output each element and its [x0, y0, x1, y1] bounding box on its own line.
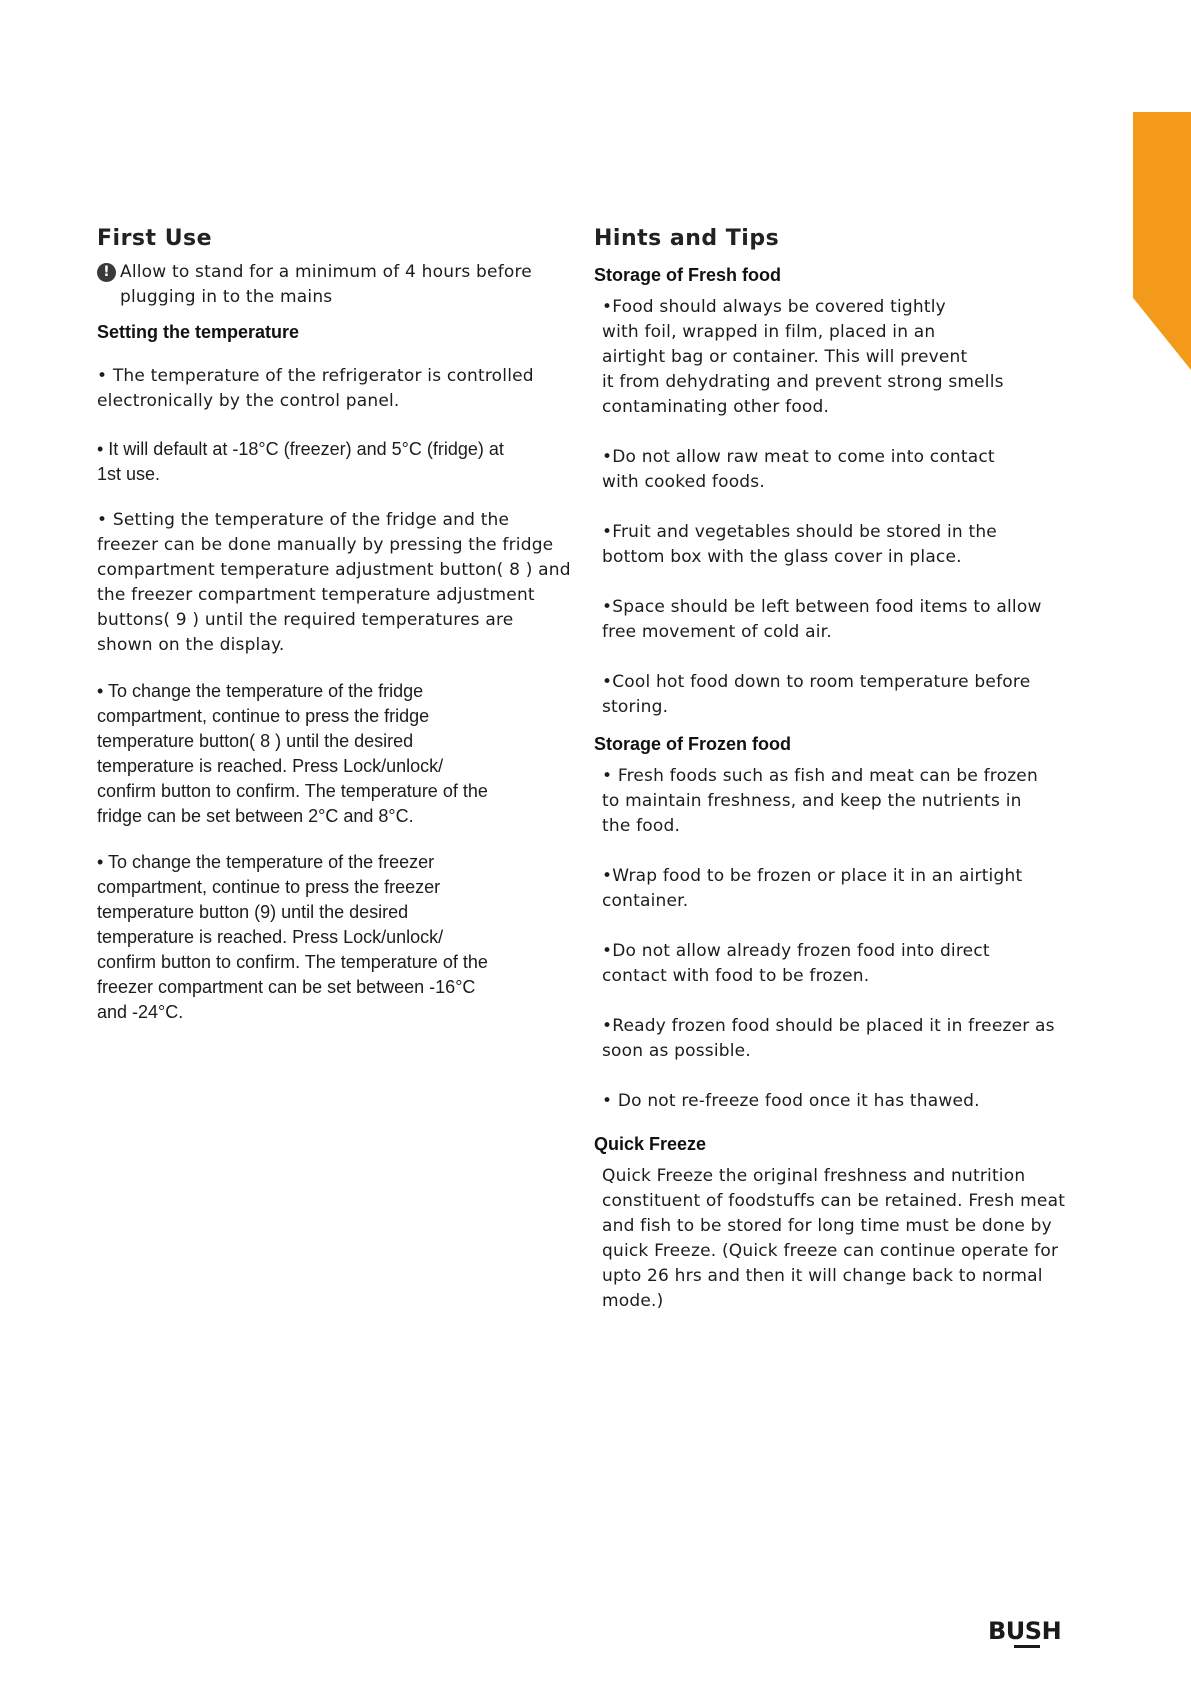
warning-note: [97, 260, 597, 310]
fresh-tip-3: •Fruit and vegetables should be stored in the bottom box with the glass cover in place.: [602, 522, 997, 567]
frozen-food-heading: Storage of Frozen food: [594, 734, 791, 754]
setting-temperature-heading: Setting the temperature: [97, 322, 300, 342]
first-use-title: First Use: [97, 226, 213, 251]
temp-paragraph-2: • It will default at -18°C (freezer) and 5°C (fridge) at 1st use.: [97, 439, 504, 484]
first-use-column: [97, 224, 597, 1025]
temp-paragraph-1: • The temperature of the refrigerator is controlled electronically by the control panel.: [97, 366, 534, 411]
quick-freeze-heading: Quick Freeze: [594, 1134, 707, 1154]
temp-paragraph-5: • To change the temperature of the freezer compartment, continue to press the freezer temperature button (9) until the desired temperature is reached. Press Lock/unlock/ confirm button to confirm. The temperature of the freezer compartment can be set between -16°C and -24°C.: [97, 852, 488, 1022]
logo-underline: [1014, 1645, 1040, 1648]
fresh-tip-2: •Do not allow raw meat to come into contact with cooked foods.: [602, 447, 995, 492]
frozen-tip-2: •Wrap food to be frozen or place it in an airtight container.: [602, 866, 1023, 911]
fresh-food-heading: Storage of Fresh food: [594, 265, 782, 285]
frozen-tip-1: • Fresh foods such as fish and meat can be frozen to maintain freshness, and keep the nutrients in the food.: [602, 766, 1038, 836]
temp-paragraph-3: • Setting the temperature of the fridge and the freezer can be done manually by pressing the fridge compartment temperature adjustment button( 8 ) and the freezer compartment temperature adjustment buttons( 9 ) until the required temperatures are shown on the display.: [97, 510, 571, 655]
fresh-tip-4: •Space should be left between food items to allow free movement of cold air.: [602, 597, 1042, 642]
hints-column: [594, 224, 1094, 1314]
exclamation-circle-icon: !: [97, 263, 116, 282]
hints-title: Hints and Tips: [594, 226, 780, 251]
frozen-tip-5: • Do not re-freeze food once it has thawed.: [602, 1091, 980, 1111]
fresh-tip-5: •Cool hot food down to room temperature before storing.: [602, 672, 1031, 717]
fresh-tip-1: •Food should always be covered tightly with foil, wrapped in film, placed in an airtight bag or container. This will prevent it from dehydrating and prevent strong smells contaminating other food.: [602, 297, 1004, 417]
temp-paragraph-4: • To change the temperature of the fridge compartment, continue to press the fridge temperature button( 8 ) until the desired temperature is reached. Press Lock/unlock/ confirm button to confirm. The temperature of the fridge can be set between 2°C and 8°C.: [97, 681, 488, 826]
quick-freeze-text: Quick Freeze the original freshness and nutrition constituent of foodstuffs can be retained. Fresh meat and fish to be stored for long time must be done by quick Freeze. (Quick freeze can continue operate for upto 26 hrs and then it will change back to normal mode.): [602, 1166, 1066, 1311]
section-tab-marker: [1133, 112, 1191, 370]
bush-logo: [988, 1617, 1060, 1651]
frozen-tip-4: •Ready frozen food should be placed it in freezer as soon as possible.: [602, 1016, 1055, 1061]
warning-text: Allow to stand for a minimum of 4 hours before plugging in to the mains: [120, 262, 532, 307]
frozen-tip-3: •Do not allow already frozen food into direct contact with food to be frozen.: [602, 941, 990, 986]
bush-logo-text: BUSH: [988, 1617, 1062, 1645]
